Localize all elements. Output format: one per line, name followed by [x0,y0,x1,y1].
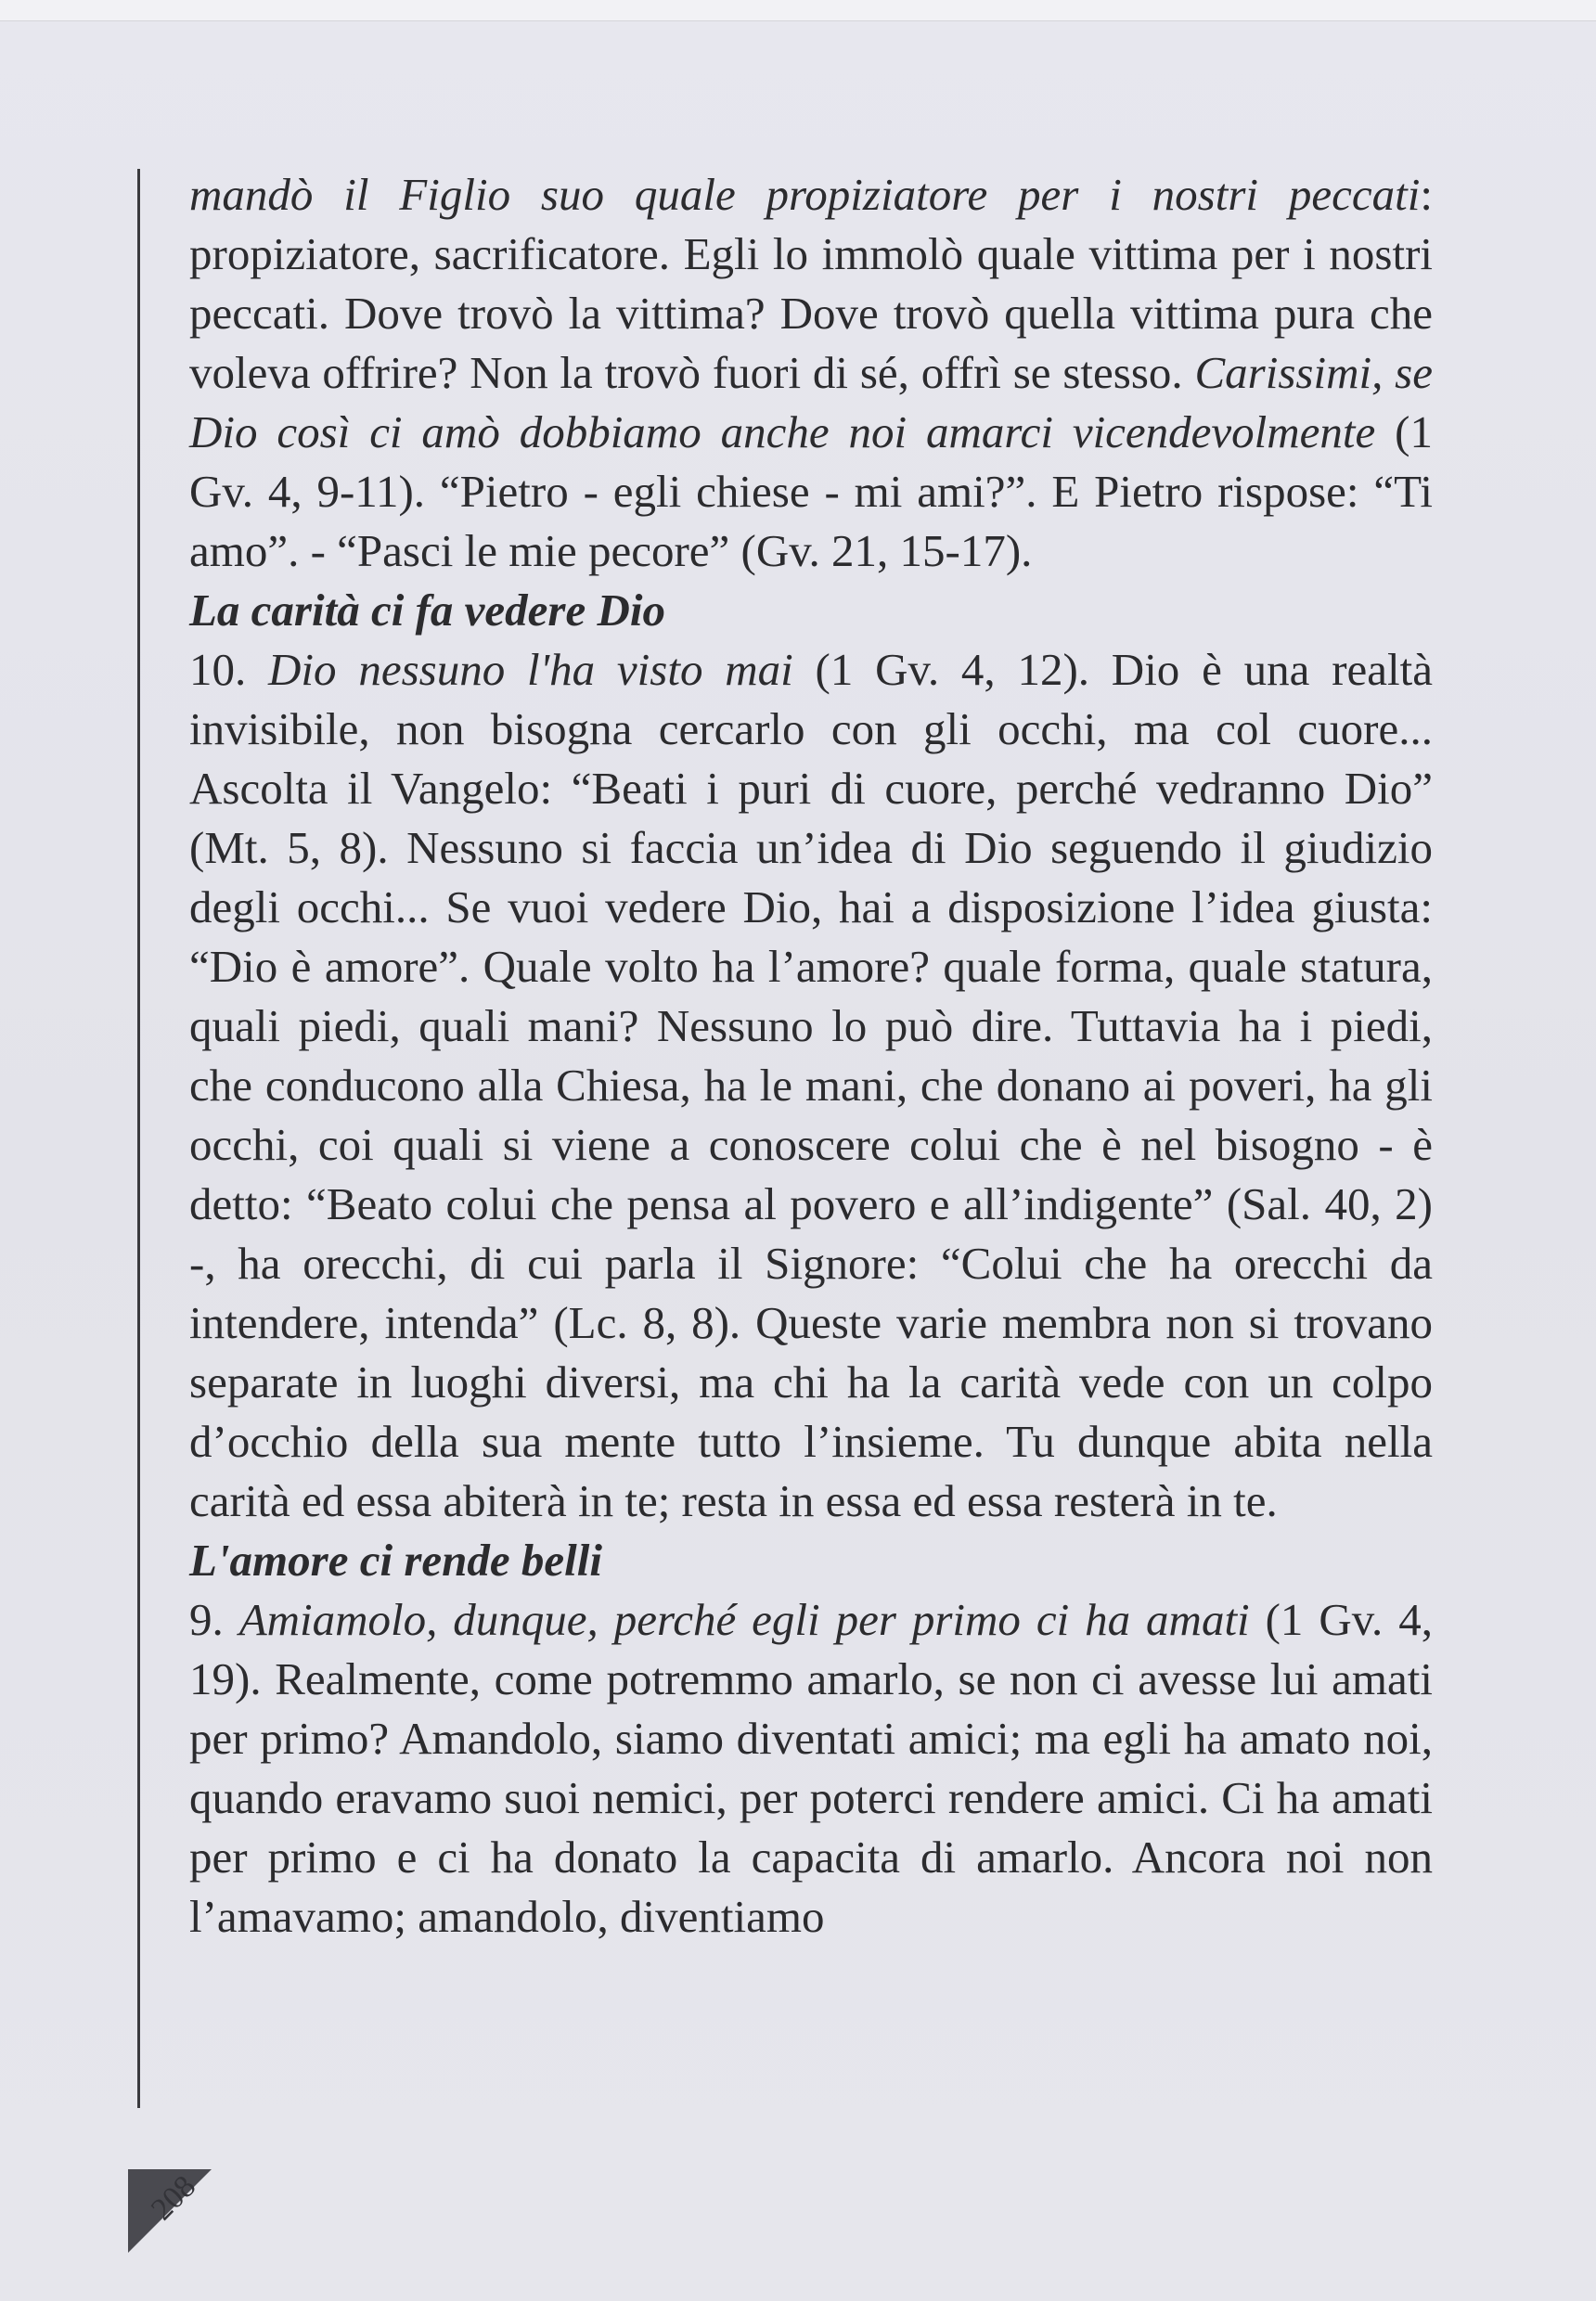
paragraph-number: 9. [189,1594,239,1645]
italic-quote: Dio nessuno l'ha visto mai [268,644,793,695]
paragraph-number: 10. [189,644,269,695]
italic-quote: Carissimi, se Dio così ci amò dobbiamo anche noi amarci vicendevolmente [189,347,1433,457]
paragraph-3: 9. Amiamolo, dunque, perché egli per primo ci ha amati (1 Gv. 4, 19). Realmente, come potremmo amarlo, se non ci avesse lui amati per primo? Amandolo, siamo diventati amici; ma egli ha amato noi, quando eravamo suoi nemici, per poterci rendere amici. Ci ha amati per primo e ci ha donato la capacita di amarlo. Ancora noi non l’amavamo; amandolo, diventiamo [189,1594,1433,1942]
page-number: 208 [145,2168,203,2228]
page-top-edge [0,0,1596,21]
section-heading-1: La carità ci fa vedere Dio [189,585,665,636]
section-heading-2: L'amore ci rende belli [189,1535,602,1586]
italic-quote: Amiamolo, dunque, perché egli per primo ci ha amati [238,1594,1250,1645]
paragraph-2: 10. Dio nessuno l'ha visto mai (1 Gv. 4, 12). Dio è una realtà invisibile, non bisogna cercarlo con gli occhi, ma col cuore... Ascolta il Vangelo: “Beati i puri di cuore, perché vedranno Dio” (Mt. 5, 8). Nessuno si faccia un’idea di Dio seguendo il giudizio degli occhi... Se vuoi vedere Dio, hai a disposizione l’idea giusta: “Dio è amore”. Quale volto ha l’amore? quale forma, quale statura, quali piedi, quali mani? Nessuno lo può dire. Tuttavia ha i piedi, che conducono alla Chiesa, ha le mani, che donano ai poveri, ha gli occhi, coi quali si viene a conoscere colui che è nel bisogno - è detto: “Beato colui che pensa al povero e all’indigente” (Sal. 40, 2) -, ha orecchi, di cui parla il Signore: “Colui che ha orecchi da intendere, intenda” (Lc. 8, 8). Queste varie membra non si trovano separate in luoghi diversi, ma chi ha la carità vede con un colpo d’occhio della sua mente tutto l’insieme. Tu dunque abita nella carità ed essa abiterà in te; resta in essa ed essa resterà in te. [189,644,1433,1526]
page-number-corner [128,2169,239,2262]
margin-rule [137,169,140,2108]
italic-quote: mandò il Figlio suo quale propiziatore per i nostri peccati [189,169,1421,220]
paragraph-1: mandò il Figlio suo quale propiziatore per i nostri peccati: propiziatore, sacrificatore. Egli lo immolò quale vittima per i nostri peccati. Dove trovò la vittima? Dove trovò quella vittima pura che voleva offrire? Non la trovò fuori di sé, offrì se stesso. Carissimi, se Dio così ci amò dobbiamo anche noi amarci vicendevolmente (1 Gv. 4, 9-11). “Pietro - egli chiese - mi ami?”. E Pietro rispose: “Ti amo”. - “Pasci le mie pecore” (Gv. 21, 15-17). [189,169,1433,576]
body-text [189,165,1433,1947]
